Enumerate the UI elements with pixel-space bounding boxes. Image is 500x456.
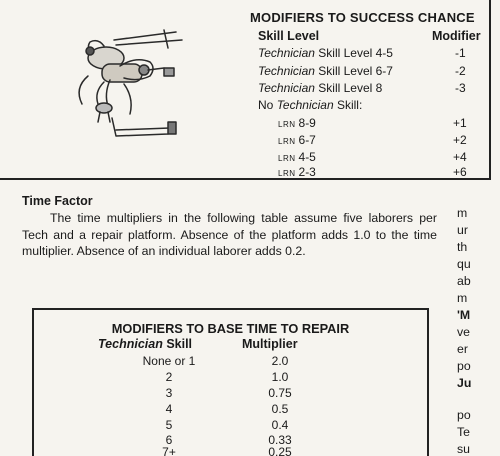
base-time-multiplier: 0.33: [268, 433, 292, 447]
base-time-skill: 2: [165, 370, 173, 384]
lrn-row-value: +6: [453, 165, 467, 179]
right-column-fragment: 'M: [457, 308, 471, 322]
base-time-multiplier: 0.75: [268, 386, 292, 400]
lrn-row-value: +4: [453, 150, 467, 164]
right-column-fragment: er: [457, 342, 468, 356]
right-column-fragment: ve: [457, 325, 470, 339]
lrn-row: LRN 6-7: [278, 133, 316, 147]
base-time-skill: 7+: [162, 445, 176, 456]
base-time-skill: 6: [165, 433, 173, 447]
base-time-skill: 5: [165, 418, 173, 432]
base-time-skill: None or 1: [142, 354, 196, 368]
col-modifier: Modifier: [432, 29, 481, 43]
col-skill-level: Skill Level: [258, 29, 320, 43]
right-column-fragment: po: [457, 359, 471, 373]
success-row: Technician Skill Level 6-7: [258, 64, 393, 78]
lrn-row-value: +1: [453, 116, 467, 130]
success-row-value: -3: [455, 81, 466, 95]
success-table-title: MODIFIERS TO SUCCESS CHANCE: [250, 10, 475, 25]
right-column-fragment: m: [457, 206, 468, 220]
right-column-fragment: Ju: [457, 376, 472, 390]
right-column-fragment: th: [457, 240, 468, 254]
base-time-multiplier: 0.4: [271, 418, 289, 432]
right-column-fragment: ur: [457, 223, 468, 237]
right-column-fragment: Te: [457, 425, 470, 439]
no-technician-label: No Technician Skill:: [258, 98, 363, 112]
right-column-fragment: ab: [457, 274, 471, 288]
base-time-table-title: MODIFIERS TO BASE TIME TO REPAIR: [111, 321, 350, 336]
lrn-row-value: +2: [453, 133, 467, 147]
base-time-multiplier: 0.25: [268, 445, 292, 456]
col-multiplier: Multiplier: [242, 337, 298, 351]
right-column-fragment: qu: [457, 257, 471, 271]
success-row-value: -2: [455, 64, 466, 78]
right-column-fragment: m: [457, 291, 468, 305]
base-time-multiplier: 1.0: [271, 370, 289, 384]
success-row-value: -1: [455, 46, 466, 60]
base-time-multiplier: 0.5: [271, 402, 289, 416]
base-time-box: [32, 308, 429, 456]
time-factor-heading: Time Factor: [22, 194, 93, 208]
col-technician-skill: Technician Skill: [98, 337, 193, 351]
lrn-row: LRN 2-3: [278, 165, 316, 179]
base-time-multiplier: 2.0: [271, 354, 289, 368]
technician-robot-icon: [64, 18, 194, 148]
lrn-row: LRN 8-9: [278, 116, 316, 130]
success-chance-box: [0, 0, 491, 180]
success-row: Technician Skill Level 8: [258, 81, 383, 95]
success-row: Technician Skill Level 4-5: [258, 46, 393, 60]
right-column-fragment: su: [457, 442, 470, 456]
base-time-skill: 3: [165, 386, 173, 400]
base-time-skill: 4: [165, 402, 173, 416]
right-column-fragment: po: [457, 408, 471, 422]
lrn-row: LRN 4-5: [278, 150, 316, 164]
time-factor-paragraph: The time multipliers in the following table assume five laborers per Tech and a repair platform. Absence of the platform adds 1.0 to the time multiplier. Absence of an individual laborer adds 0.2.: [22, 211, 437, 258]
